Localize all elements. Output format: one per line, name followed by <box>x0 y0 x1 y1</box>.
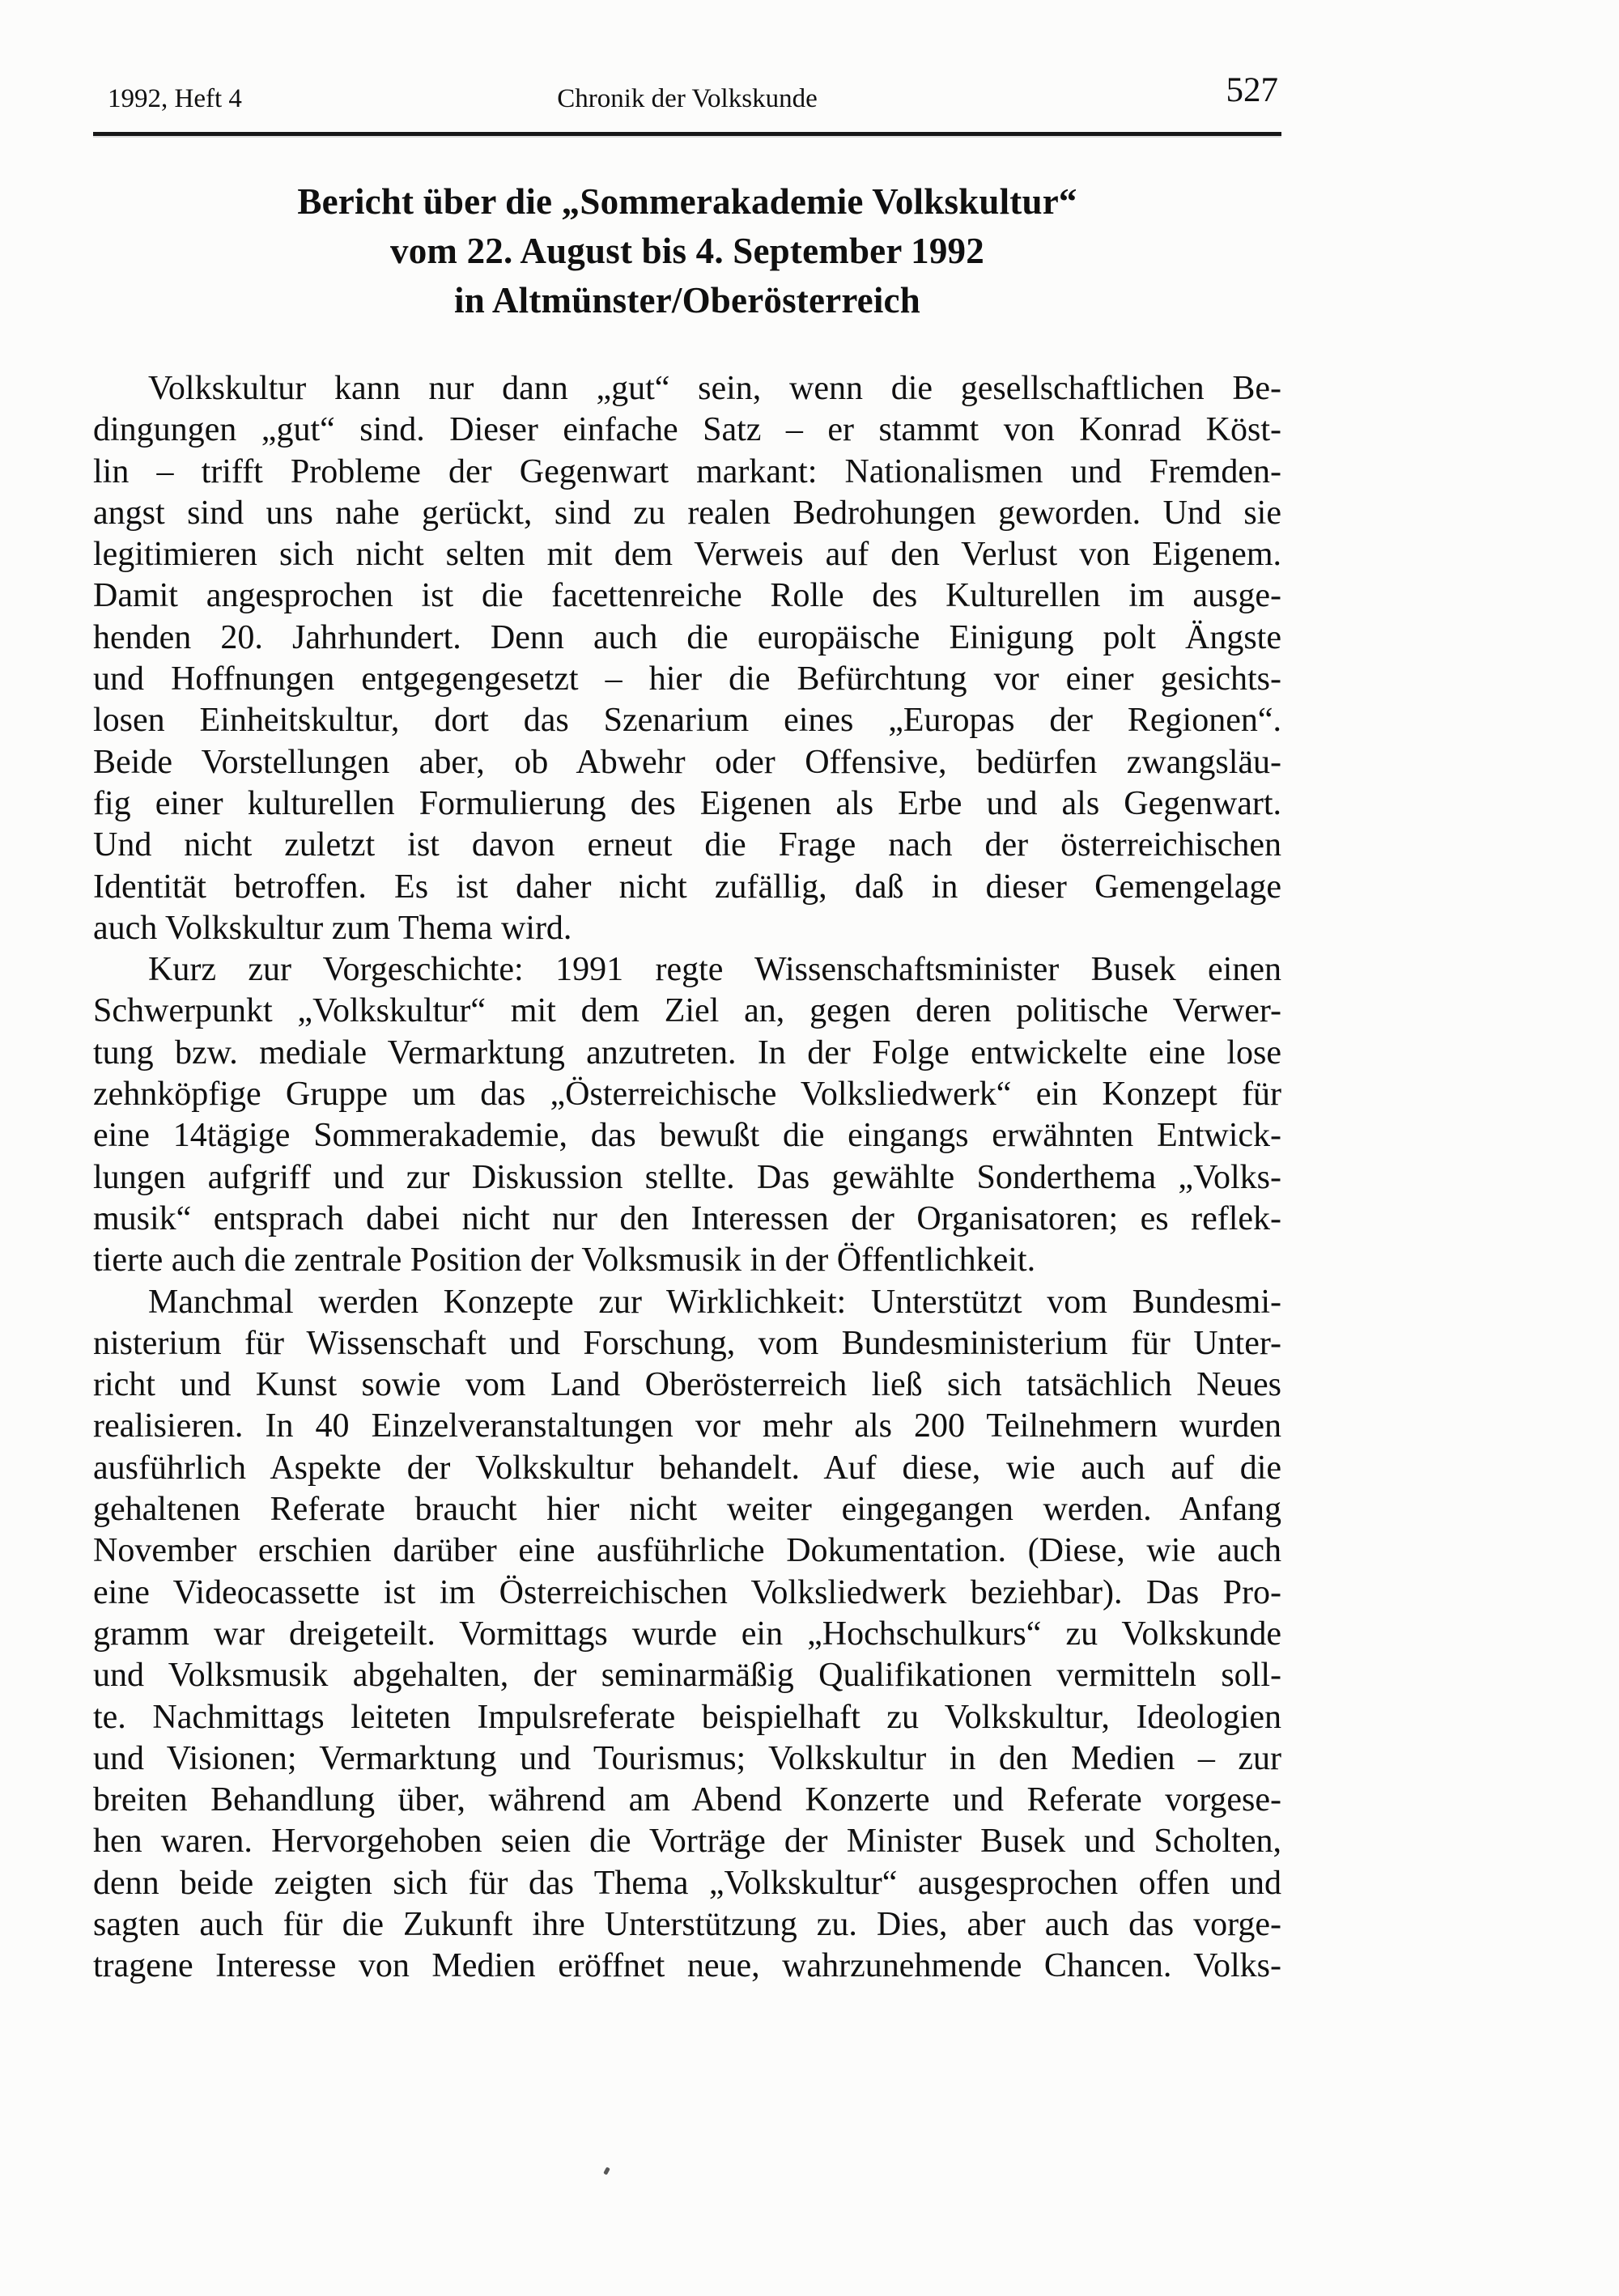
scan-artifact-dot <box>603 2167 610 2175</box>
article-title-line-3: in Altmünster/Oberösterreich <box>454 280 920 320</box>
text-line: und Visionen; Vermarktung und Tourismus; Volkskultur in den Medien – zur <box>93 1739 1281 1777</box>
text-line: und Volksmusik abgehalten, der seminarmäßig Qualifikationen vermitteln soll- <box>93 1657 1281 1695</box>
text-line: eine 14tägige Sommerakademie, das bewußt die eingangs erwähnten Entwick- <box>93 1117 1281 1155</box>
text-line: fig einer kulturellen Formulierung des Eigenen als Erbe und als Gegenwart. <box>93 784 1281 822</box>
text-line: te. Nachmittags leiteten Impulsreferate beispielhaft zu Volkskultur, Ideologien <box>93 1698 1281 1736</box>
body-text <box>93 368 1281 1988</box>
article-title-line-1: Bericht über die „Sommerakademie Volkskultur“ <box>297 181 1077 222</box>
text-line: breiten Behandlung über, während am Abend Konzerte und Referate vorgese- <box>93 1781 1281 1819</box>
text-line: November erschien darüber eine ausführliche Dokumentation. (Diese, wie auch <box>93 1532 1281 1570</box>
text-line: legitimieren sich nicht selten mit dem Verweis auf den Verlust von Eigenem. <box>93 536 1281 574</box>
text-line: henden 20. Jahrhundert. Denn auch die europäische Einigung polt Ängste <box>93 618 1281 656</box>
text-line: angst sind uns nahe gerückt, sind zu realen Bedrohungen geworden. Und sie <box>93 494 1281 532</box>
running-header <box>93 71 1281 117</box>
paragraph <box>93 949 1281 1281</box>
text-line: gehaltenen Referate braucht hier nicht weiter eingegangen werden. Anfang <box>93 1491 1281 1529</box>
text-line: eine Videocassette ist im Österreichischen Volksliedwerk beziehbar). Das Pro- <box>93 1573 1281 1611</box>
article-title-line-2: vom 22. August bis 4. September 1992 <box>390 231 984 271</box>
text-line: dingungen „gut“ sind. Dieser einfache Satz – er stammt von Konrad Köst- <box>93 411 1281 449</box>
text-line: realisieren. In 40 Einzelveranstaltungen vor mehr als 200 Teilnehmern wurden <box>93 1407 1281 1445</box>
paragraph <box>93 368 1281 949</box>
text-line: richt und Kunst sowie vom Land Oberösterreich ließ sich tatsächlich Neues <box>93 1366 1281 1404</box>
text-line: lin – trifft Probleme der Gegenwart markant: Nationalismen und Fremden- <box>93 452 1281 490</box>
header-rule <box>93 132 1281 136</box>
text-line: lungen aufgriff und zur Diskussion stellte. Das gewählte Sonderthema „Volks- <box>93 1158 1281 1196</box>
paragraph <box>93 1282 1281 1988</box>
text-line: Identität betroffen. Es ist daher nicht zufällig, daß in dieser Gemengelage <box>93 868 1281 906</box>
text-line: sagten auch für die Zukunft ihre Unterstützung zu. Dies, aber auch das vorge- <box>93 1905 1281 1943</box>
text-line: Schwerpunkt „Volkskultur“ mit dem Ziel an, gegen deren politische Verwer- <box>93 992 1281 1030</box>
text-line: tragene Interesse von Medien eröffnet neue, wahrzunehmende Chancen. Volks- <box>93 1947 1281 1985</box>
text-line: Volkskultur kann nur dann „gut“ sein, wenn die gesellschaftlichen Be- <box>148 370 1281 407</box>
header-page-number: 527 <box>1226 71 1278 109</box>
text-line: losen Einheitskultur, dort das Szenarium eines „Europas der Regionen“. <box>93 702 1281 740</box>
text-line: Damit angesprochen ist die facettenreiche Rolle des Kulturellen im ausge- <box>93 577 1281 615</box>
text-line: auch Volkskultur zum Thema wird. <box>93 909 572 947</box>
text-line: Manchmal werden Konzepte zur Wirklichkeit: Unterstützt vom Bundesmi- <box>148 1283 1281 1321</box>
header-issue-label: 1992, Heft 4 <box>108 84 242 113</box>
text-line: und Hoffnungen entgegengesetzt – hier die Befürchtung vor einer gesichts- <box>93 660 1281 698</box>
text-line: zehnköpfige Gruppe um das „Österreichische Volksliedwerk“ ein Konzept für <box>93 1076 1281 1114</box>
article-title <box>93 177 1281 325</box>
text-line: tung bzw. mediale Vermarktung anzutreten. In der Folge entwickelte eine lose <box>93 1033 1281 1072</box>
text-line: hen waren. Hervorgehoben seien die Vorträge der Minister Busek und Scholten, <box>93 1823 1281 1861</box>
text-line: denn beide zeigten sich für das Thema „Volkskultur“ ausgesprochen offen und <box>93 1864 1281 1902</box>
text-line: ausführlich Aspekte der Volkskultur behandelt. Auf diese, wie auch auf die <box>93 1449 1281 1487</box>
text-line: Und nicht zuletzt ist davon erneut die Frage nach der österreichischen <box>93 826 1281 864</box>
text-line: gramm war dreigeteilt. Vormittags wurde ein „Hochschulkurs“ zu Volkskunde <box>93 1615 1281 1653</box>
text-line: tierte auch die zentrale Position der Volksmusik in der Öffentlichkeit. <box>93 1241 1036 1280</box>
text-line: Beide Vorstellungen aber, ob Abwehr oder Offensive, bedürfen zwangsläu- <box>93 743 1281 781</box>
text-line: Kurz zur Vorgeschichte: 1991 regte Wissenschaftsminister Busek einen <box>148 951 1281 989</box>
text-line: nisterium für Wissenschaft und Forschung, vom Bundesministerium für Unter- <box>93 1324 1281 1362</box>
header-journal-title: Chronik der Volkskunde <box>557 84 818 113</box>
text-line: musik“ entsprach dabei nicht nur den Interessen der Organisatoren; es reflek- <box>93 1199 1281 1237</box>
